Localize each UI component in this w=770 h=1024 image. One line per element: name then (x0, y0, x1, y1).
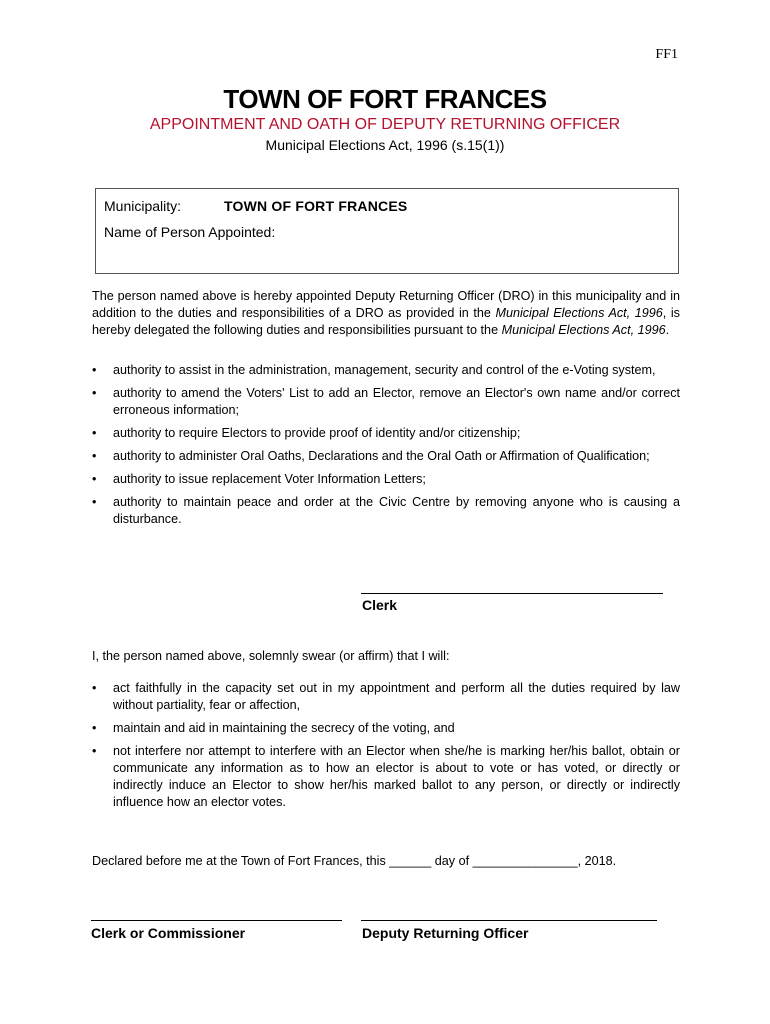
appointee-info-box (95, 188, 679, 274)
clerk-label: Clerk (362, 597, 398, 613)
duty-text: authority to require Electors to provide proof of identity and/or citizenship; (113, 426, 521, 440)
bullet-icon: • (92, 744, 97, 758)
dro-label: Deputy Returning Officer (362, 925, 529, 941)
list-item (92, 471, 680, 488)
list-item (92, 743, 680, 811)
act-title-italic: Municipal Elections Act, 1996 (501, 323, 666, 337)
duty-text: authority to amend the Voters' List to add an Elector, remove an Elector's own name and/or correct erroneous information; (113, 386, 680, 417)
clerk-commissioner-signature-line (91, 920, 342, 921)
bullet-icon: • (92, 386, 97, 400)
act-reference: Municipal Elections Act, 1996 (s.15(1)) (265, 137, 505, 153)
intro-text: , is hereby delegated the following duties and responsibilities pursuant to the (92, 306, 680, 337)
intro-text: . (665, 323, 670, 337)
duty-text: authority to administer Oral Oaths, Declarations and the Oral Oath or Affirmation of Qualification; (113, 449, 650, 463)
list-item (92, 680, 680, 714)
person-appointed-label: Name of Person Appointed: (104, 224, 276, 240)
duty-text: authority to maintain peace and order at the Civic Centre by removing anyone who is causing a disturbance. (113, 495, 680, 526)
oath-text: maintain and aid in maintaining the secrecy of the voting, and (113, 721, 455, 735)
declaration-text: Declared before me at the Town of Fort Frances, this ______ day of _______________, 2018. (92, 854, 617, 868)
form-code: FF1 (655, 47, 678, 62)
oath-text: not interfere nor attempt to interfere with an Elector when she/he is marking her/his ballot, obtain or communicate any information as to how an elector is about to vote or has voted, or directly or indirectly induce an Elector to show her/his marked ballot to any person, or directly or indirectly influence how an elector votes. (113, 744, 680, 809)
bullet-icon: • (92, 426, 97, 440)
duties-list (92, 362, 680, 534)
list-item (92, 448, 680, 465)
bullet-icon: • (92, 449, 97, 463)
appointment-intro (92, 288, 680, 339)
bullet-icon: • (92, 495, 97, 509)
document-title: TOWN OF FORT FRANCES (223, 84, 547, 114)
list-item (92, 362, 680, 379)
act-title-italic: Municipal Elections Act, 1996 (495, 306, 663, 320)
list-item (92, 720, 680, 737)
dro-signature-line (361, 920, 657, 921)
document-subtitle: APPOINTMENT AND OATH OF DEPUTY RETURNING OFFICER (149, 116, 621, 133)
intro-text: The person named above is hereby appointed Deputy Returning Officer (DRO) in this municipality and in addition to the duties and responsibilities of a DRO as provided in the (92, 289, 680, 320)
bullet-icon: • (92, 681, 97, 695)
municipality-value: TOWN OF FORT FRANCES (224, 198, 408, 214)
bullet-icon: • (92, 363, 97, 377)
duty-text: authority to issue replacement Voter Information Letters; (113, 472, 426, 486)
bullet-icon: • (92, 721, 97, 735)
list-item (92, 494, 680, 528)
clerk-commissioner-label: Clerk or Commissioner (91, 925, 246, 941)
municipality-label: Municipality: (104, 198, 182, 214)
oath-intro: I, the person named above, solemnly swear (or affirm) that I will: (92, 649, 450, 663)
list-item (92, 385, 680, 419)
duty-text: authority to assist in the administration, management, security and control of the e-Voting system, (113, 363, 656, 377)
list-item (92, 425, 680, 442)
oath-text: act faithfully in the capacity set out in my appointment and perform all the duties required by law without partiality, fear or affection, (113, 681, 680, 712)
clerk-signature-line (361, 593, 663, 594)
bullet-icon: • (92, 472, 97, 486)
oath-list (92, 680, 680, 817)
